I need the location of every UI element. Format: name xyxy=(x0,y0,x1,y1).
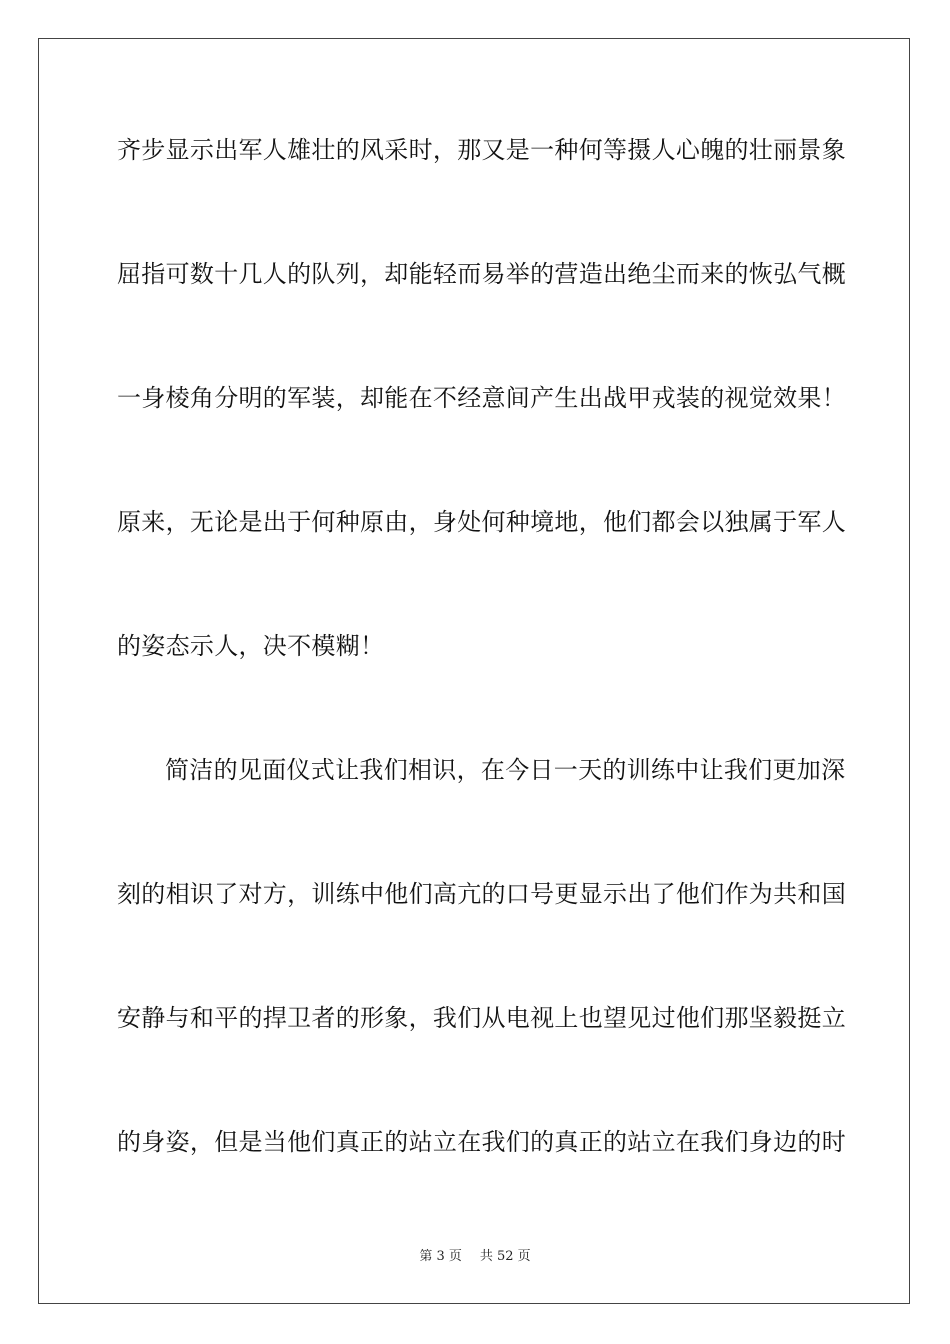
paragraph-line: 原来，无论是出于何种原由，身处何种境地，他们都会以独属于军人 xyxy=(117,508,846,536)
paragraph-line: 一身棱角分明的军装，却能在不经意间产生出战甲戎装的视觉效果！ xyxy=(117,384,846,412)
paragraph-line: 齐步显示出军人雄壮的风采时，那又是一种何等摄人心魄的壮丽景象 xyxy=(117,136,846,164)
paragraph-line-indented: 简洁的见面仪式让我们相识，在今日一天的训练中让我们更加深 xyxy=(165,756,846,784)
paragraph-line: 安静与和平的捍卫者的形象，我们从电视上也望见过他们那坚毅挺立 xyxy=(117,1004,846,1032)
paragraph-line: 刻的相识了对方，训练中他们高亢的口号更显示出了他们作为共和国 xyxy=(117,880,846,908)
page-border xyxy=(38,38,910,1304)
paragraph-line: 屈指可数十几人的队列，却能轻而易举的营造出绝尘而来的恢弘气概 xyxy=(117,260,846,288)
page-number: 第 3 页 xyxy=(419,1249,462,1264)
page-footer xyxy=(0,1248,950,1266)
total-pages: 共 52 页 xyxy=(479,1249,531,1264)
paragraph-line: 的身姿，但是当他们真正的站立在我们的真正的站立在我们身边的时 xyxy=(117,1128,846,1156)
paragraph-line: 的姿态示人，决不模糊！ xyxy=(117,632,385,660)
